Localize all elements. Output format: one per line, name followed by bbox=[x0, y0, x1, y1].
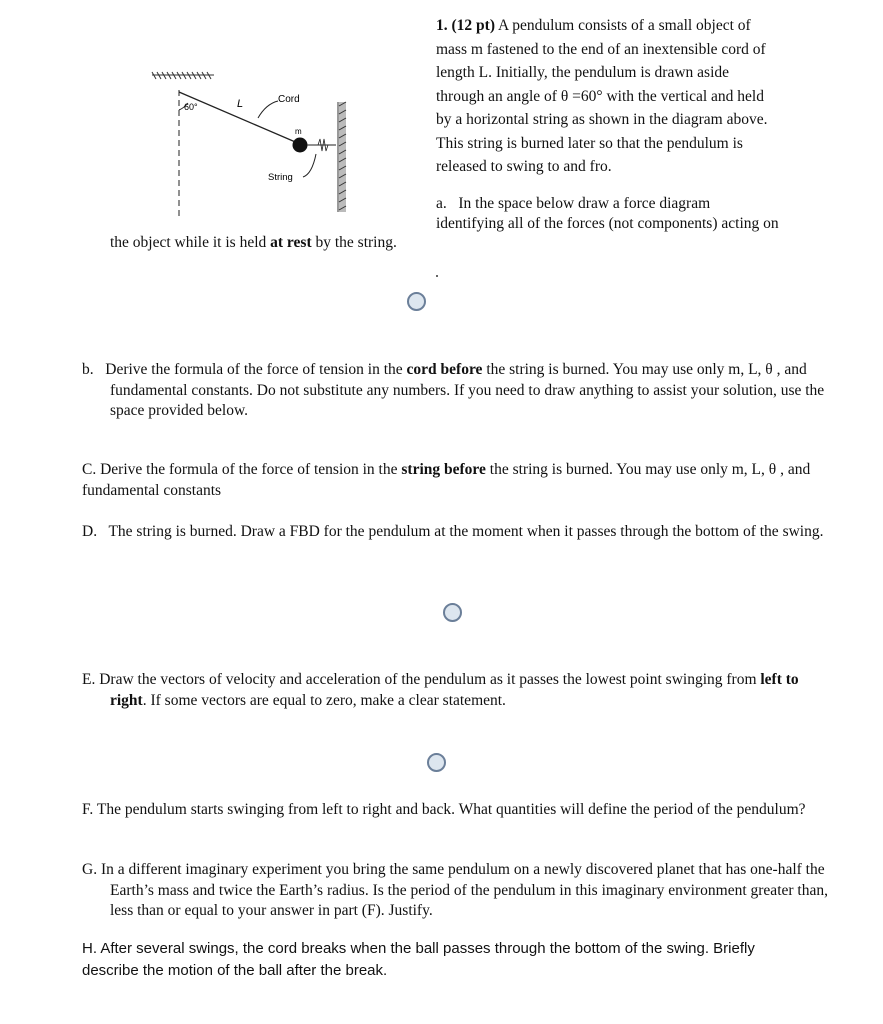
part-b-text-bold: cord before bbox=[406, 361, 483, 378]
cord-pointer bbox=[258, 101, 278, 118]
part-c-question bbox=[82, 460, 817, 501]
pendulum-diagram bbox=[140, 70, 360, 230]
part-e-question bbox=[82, 670, 835, 711]
part-h-text: H. After several swings, the cord breaks when the ball passes through the bottom of the swing. Briefly describe the motion of the ball after the break. bbox=[82, 940, 755, 979]
length-label: L bbox=[237, 98, 244, 110]
part-c-text-pre: C. Derive the formula of the force of tension in the bbox=[82, 461, 402, 478]
stray-dot bbox=[436, 275, 438, 277]
problem-intro bbox=[436, 14, 836, 179]
mass-label: m bbox=[295, 127, 302, 136]
problem-number: 1. bbox=[436, 17, 448, 34]
pendulum-bob bbox=[293, 138, 308, 153]
part-d-marker: D. bbox=[82, 523, 98, 540]
part-a-tail-post: by the string. bbox=[311, 234, 397, 251]
part-e-text-bold: left to right bbox=[110, 671, 799, 709]
string-label: String bbox=[268, 172, 293, 183]
part-a-tail-bold: at rest bbox=[270, 234, 312, 251]
part-b-marker: b. bbox=[82, 361, 94, 378]
part-f-text: F. The pendulum starts swinging from left to right and back. What quantities will define the period of the pendulum? bbox=[82, 801, 806, 818]
part-a-question bbox=[436, 194, 836, 234]
part-g-question bbox=[82, 860, 835, 922]
part-h-question bbox=[82, 938, 807, 982]
part-g-text: G. In a different imaginary experiment you bring the same pendulum on a newly discovered planet that has one-half the Earth’s mass and twice the Earth’s radius. Is the period of the pendulum in this imaginary environment greater than, less than or equal to your answer in part (F). Justify. bbox=[82, 861, 828, 919]
intro-line-5: by a horizontal string as shown in the diagram above. bbox=[436, 111, 768, 128]
problem-points: (12 pt) bbox=[451, 17, 495, 34]
intro-line-1 bbox=[436, 14, 836, 38]
part-a-line-1 bbox=[436, 194, 836, 214]
ceiling-hatch bbox=[152, 72, 214, 79]
part-c-text-post: the string is burned. You may use only m, L, θ , and fundamental constants bbox=[82, 461, 811, 499]
part-e-text-pre: E. Draw the vectors of velocity and acceleration of the pendulum as it passes the lowest point swinging from bbox=[82, 671, 761, 688]
angle-label: 60° bbox=[184, 102, 198, 112]
wall-hatch bbox=[338, 102, 346, 212]
part-b-question bbox=[82, 360, 850, 422]
string-pointer bbox=[303, 154, 316, 177]
answer-area-radio-e[interactable] bbox=[427, 753, 446, 772]
part-b-text-post: the string is burned. You may use only m, L, θ , and fundamental constants. Do not substitute any numbers. If you need to draw anything to assist your solution, use the space provided below. bbox=[110, 361, 825, 419]
part-a-line-2: identifying all of the forces (not components) acting on bbox=[436, 215, 779, 232]
intro-line-4: through an angle of θ =60° with the vertical and held bbox=[436, 87, 764, 105]
part-a-marker: a. bbox=[436, 195, 447, 212]
intro-line-7: released to swing to and fro. bbox=[436, 158, 612, 175]
part-f-question bbox=[82, 800, 850, 821]
intro-line-2: mass m fastened to the end of an inextensible cord of bbox=[436, 40, 766, 58]
part-a-text-1: In the space below draw a force diagram bbox=[458, 195, 711, 212]
part-d-question bbox=[82, 522, 840, 543]
part-a-tail-pre: the object while it is held bbox=[110, 234, 271, 251]
part-e-text-post: . If some vectors are equal to zero, make a clear statement. bbox=[142, 691, 506, 709]
answer-area-radio-d[interactable] bbox=[443, 603, 462, 622]
cord-label: Cord bbox=[278, 94, 300, 105]
intro-line-6: This string is burned later so that the pendulum is bbox=[436, 134, 743, 152]
part-d-text: The string is burned. Draw a FBD for the pendulum at the moment when it passes through the bottom of the swing. bbox=[108, 523, 824, 540]
part-b-text-pre: Derive the formula of the force of tension in the bbox=[105, 361, 407, 378]
part-a-tail bbox=[110, 234, 510, 252]
intro-line-3: length L. Initially, the pendulum is drawn aside bbox=[436, 64, 730, 81]
intro-text-1: A pendulum consists of a small object of bbox=[498, 17, 751, 34]
part-c-text-bold: string before bbox=[401, 461, 486, 478]
answer-area-radio-a[interactable] bbox=[407, 292, 426, 311]
